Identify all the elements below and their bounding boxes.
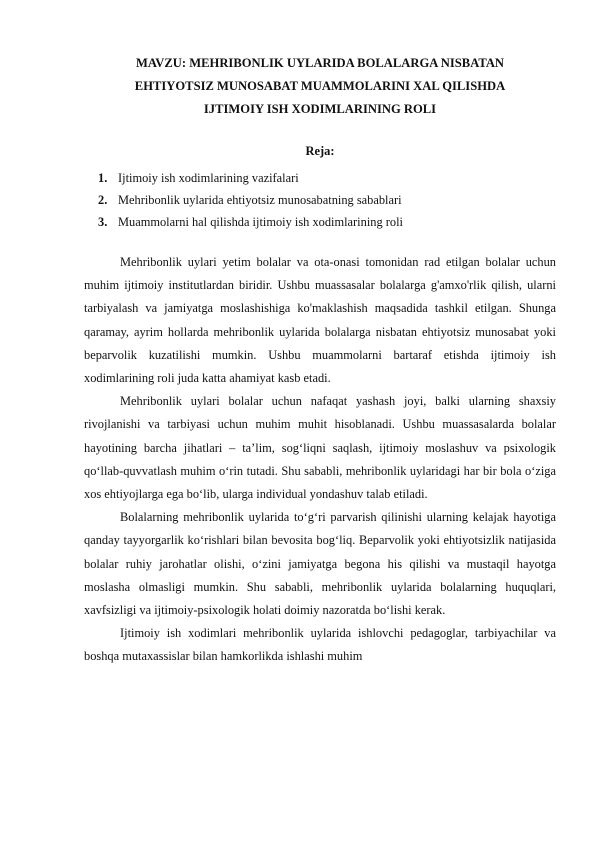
plan-item-text: Mehribonlik uylarida ehtiyotsiz munosabatning sabablari	[118, 193, 402, 207]
body-paragraph: Mehribonlik uylari bolalar uchun nafaqat yashash joyi, balki ularning shaxsiy rivojlanishi va tarbiyasi uchun muhim muhit hisoblanadi. Ushbu muassasalarda bolalar hayotining barcha jihatlari – ta’lim, sog‘liqni saqlash, ijtimoiy moslashuv va psixologik qo‘llab-quvvatlash muhim o‘rin tutadi. Shu sababli, mehribonlik uylaridagi har bir bola o‘ziga xos ehtiyojlarga ega bo‘lib, ularga individual yondashuv talab etiladi.	[84, 394, 556, 502]
plan-item	[98, 211, 556, 233]
plan-heading: Reja:	[305, 144, 335, 158]
plan-item-text: Ijtimoiy ish xodimlarining vazifalari	[118, 171, 299, 185]
body-paragraph: Mehribonlik uylari yetim bolalar va ota-onasi tomonidan rad etilgan bolalar uchun muhim ijtimoiy institutlardan biridir. Ushbu muassasalar bolalarga g'amxo'rlik qilish, ularni tarbiyalash va jamiyatga moslashishiga ko'maklashish maqsadida tashkil etilgan. Shunga qaramay, ayrim hollarda mehribonlik uylarida bolalarga nisbatan ehtiyotsiz munosabat yoki beparvolik kuzatilishi mumkin. Ushbu muammolarni bartaraf etishda ijtimoiy ish xodimlarining roli juda katta ahamiyat kasb etadi.	[84, 255, 556, 386]
plan-item	[98, 189, 556, 211]
plan-item-number: 3.	[98, 215, 108, 229]
document-title	[84, 52, 556, 121]
plan-item	[98, 167, 556, 189]
title-line: MAVZU: MEHRIBONLIK UYLARIDA BOLALARGA NISBATAN	[135, 56, 505, 70]
title-line: IJTIMOIY ISH XODIMLARINING ROLI	[203, 102, 437, 116]
plan-item-number: 2.	[98, 193, 108, 207]
plan-list	[98, 167, 556, 233]
plan-item-number: 1.	[98, 171, 108, 185]
body-paragraph: Ijtimoiy ish xodimlari mehribonlik uylarida ishlovchi pedagoglar, tarbiyachilar va boshqa mutaxassislar bilan hamkorlikda ishlashi muhim	[84, 626, 556, 664]
plan-item-text: Muammolarni hal qilishda ijtimoiy ish xodimlarining roli	[118, 215, 403, 229]
title-line: EHTIYOTSIZ MUNOSABAT MUAMMOLARINI XAL QILISHDA	[134, 79, 506, 93]
body-paragraph: Bolalarning mehribonlik uylarida to‘g‘ri parvarish qilinishi ularning kelajak hayotiga qanday tayyorgarlik ko‘rishlari bilan bevosita bog‘liq. Beparvolik yoki ehtiyotsizlik natijasida bolalar ruhiy jarohatlar olishi, o‘zini jamiyatga begona his qilishi va mustaqil hayotga moslasha olmasligi mumkin. Shu sababli, mehribonlik uylarida bolalarning huquqlari, xavfsizligi va ijtimoiy-psixologik holati doimiy nazoratda bo‘lishi kerak.	[84, 510, 556, 618]
